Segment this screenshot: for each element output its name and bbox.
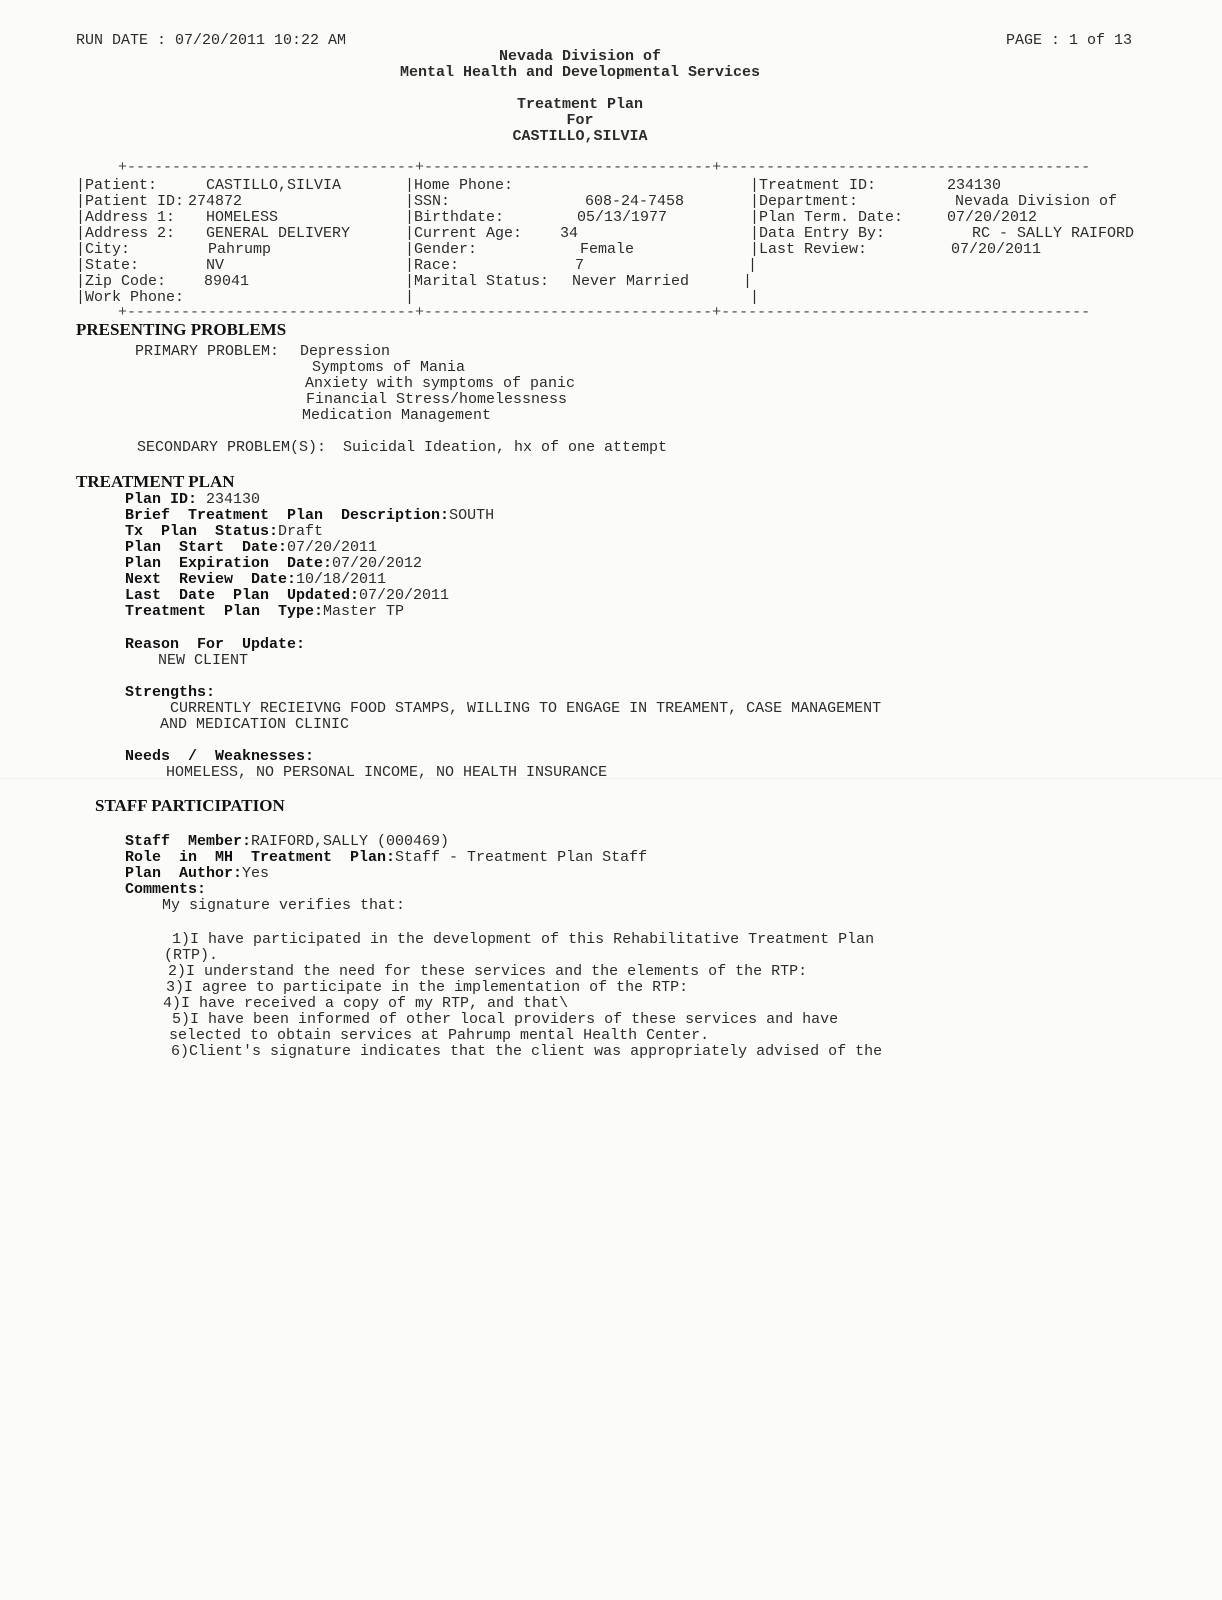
table-divider: | [748,257,758,274]
col3-value: 234130 [947,177,1002,194]
primary-problem-label: PRIMARY PROBLEM: [135,343,280,360]
statement-line: 6)Client's signature indicates that the client was appropriately advised of the [171,1043,883,1060]
plan-field: Treatment Plan Type:Master TP [125,603,405,620]
needs-label: Needs / Weaknesses: [125,748,315,765]
plan-field: Plan Start Date:07/20/2011 [125,539,378,556]
staff-field: Role in MH Treatment Plan:Staff - Treatment Plan Staff [125,849,648,866]
staff-field: Staff Member:RAIFORD,SALLY (000469) [125,833,450,850]
strengths-label: Strengths: [125,684,216,701]
col2-label: Current Age: [414,225,523,242]
col1-label: Patient ID: [85,193,185,210]
col3-value: Nevada Division of [955,193,1118,210]
col1-label: Zip Code: [85,273,167,290]
page-number: PAGE : 1 of 13 [1006,32,1133,49]
primary-problem-item: Anxiety with symptoms of panic [305,375,576,392]
col2-value: 7 [575,257,585,274]
col2-value: Never Married [572,273,690,290]
col3-value: 07/20/2012 [947,209,1038,226]
needs-value: HOMELESS, NO PERSONAL INCOME, NO HEALTH INSURANCE [166,764,608,781]
statement-line: (RTP). [164,947,219,964]
col2-label: Race: [414,257,460,274]
primary-problem-item: Depression [300,343,391,360]
col2-value: 34 [560,225,579,242]
col2-value: Female [580,241,635,258]
document-page: RUN DATE : 07/20/2011 10:22 AM PAGE : 1 of 13 Nevada Division of Mental Health and Developmental Services Treatment Plan For CASTILLO,SILVIA +--------------------------------+--------------------------------+----------------------------------------- +--------------------------------+--------------------------------+----------------------------------------- |Patient: CASTILLO,SILVIA |Patient ID: 274872 |Address 1: HOMELESS |Address 2: GENERAL DELIVERY |City: Pahrump |State: NV |Zip Code: 89041 |Work Phone: |Home Phone: |SSN: 608-24-7458 |Birthdate: 05/13/1977 |Current Age: 34 |Gender: Female |Race: 7 |Marital Status: Never Married | |Treatment ID: 234130 |Department: Nevada Division of |Plan Term. Date: 07/20/2012 |Data Entry By: RC - SALLY RAIFORD |Last Review: 07/20/2011 | | | PRESENTING PROBLEMS PRIMARY PROBLEM: Depression Symptoms of Mania Anxiety with symptoms of panic Financial Stress/homelessness Medication Management SECONDARY PROBLEM(S): Suicidal Ideation, hx of one attempt TREATMENT PLAN Plan ID: 234130 Brief Treatment Plan Description:SOUTH Tx Plan Status:Draft Plan Start Date:07/20/2011 Plan Expiration Date:07/20/2012 Next Review Date:10/18/2011 Last Date Plan Updated:07/20/2011 Treatment Plan Type:Master TP Reason For Update: NEW CLIENT Strengths: CURRENTLY RECIEIVNG FOOD STAMPS, WILLING TO ENGAGE IN TREAMENT, CASE MANAGEMENT AND MEDICATION CLINIC Needs / Weaknesses: HOMELESS, NO PERSONAL INCOME, NO HEALTH INSURANCE STAFF PARTICIPATION Staff Member:RAIFORD,SALLY (000469) Role in MH Treatment Plan:Staff - Treatment Plan Staff Plan Author:Yes Comments: My signature verifies that: 1)I have participated in the development of this Rehabilitative Treatment Plan (RTP). 2)I understand the need for these services and the elements of the RTP: 3)I agree to participate in the implementation of the RTP: 4)I have received a copy of my RTP, and that\ 5)I have been informed of other local providers of these services and have selected to obtain services at Pahrump mental Health Center. 6)Client's signature indicates that the client was appropriately advised of the [0,0,1222,1600]
col3-label: Treatment ID: [759,177,877,194]
col3-label: Department: [759,193,859,210]
plan-field: Next Review Date:10/18/2011 [125,571,387,588]
col1-value: Pahrump [208,241,272,258]
col2-label: Gender: [414,241,478,258]
table-divider: | [405,289,415,306]
col3-label: Last Review: [759,241,868,258]
col2-value: 608-24-7458 [585,193,685,210]
plan-field: Plan Expiration Date:07/20/2012 [125,555,423,572]
col3-value: RC - SALLY RAIFORD [972,225,1135,242]
col1-label: City: [85,241,131,258]
col1-label: Address 1: [85,209,176,226]
plan-field: Tx Plan Status:Draft [125,523,324,540]
run-date: RUN DATE : 07/20/2011 10:22 AM [76,32,347,49]
strengths-line-2: AND MEDICATION CLINIC [160,716,350,733]
table-divider: | [750,289,760,306]
comments-intro: My signature verifies that: [162,897,406,914]
table-divider: | [743,273,753,290]
col3-label: Data Entry By: [759,225,886,242]
col2-label: SSN: [414,193,451,210]
staff-field: Plan Author:Yes [125,865,270,882]
col2-label: Birthdate: [414,209,505,226]
col3-label: Plan Term. Date: [759,209,904,226]
strengths-line-1: CURRENTLY RECIEIVNG FOOD STAMPS, WILLING TO ENGAGE IN TREAMENT, CASE MANAGEMENT [170,700,882,717]
secondary-problem: Suicidal Ideation, hx of one attempt [343,439,668,456]
col2-value: 05/13/1977 [577,209,668,226]
col1-label: Work Phone: [85,289,185,306]
col3-value: 07/20/2011 [951,241,1042,258]
staff-participation-heading: STAFF PARTICIPATION [95,796,285,815]
presenting-problems-heading: PRESENTING PROBLEMS [76,320,287,339]
col1-value: NV [206,257,225,274]
primary-problem-item: Symptoms of Mania [312,359,466,376]
statement-line: 1)I have participated in the development of this Rehabilitative Treatment Plan [172,931,875,948]
treatment-plan-heading: TREATMENT PLAN [76,472,235,491]
col1-value: HOMELESS [206,209,279,226]
secondary-problem-label: SECONDARY PROBLEM(S): [137,439,327,456]
col2-label: Marital Status: [414,273,550,290]
document-for: For [566,112,594,129]
primary-problem-item: Financial Stress/homelessness [306,391,568,408]
table-top-border: +--------------------------------+--------------------------------+----------------------------------------- [118,159,1091,176]
plan-field: Last Date Plan Updated:07/20/2011 [125,587,450,604]
table-bottom-border: +--------------------------------+--------------------------------+----------------------------------------- [118,304,1091,321]
statement-line: selected to obtain services at Pahrump mental Health Center. [169,1027,710,1044]
col1-value: 89041 [204,273,250,290]
statement-line: 5)I have been informed of other local providers of these services and have [172,1011,839,1028]
patient-name-heading: CASTILLO,SILVIA [512,128,648,145]
statement-line: 4)I have received a copy of my RTP, and that\ [163,995,569,1012]
document-title: Treatment Plan [516,96,644,113]
col2-label: Home Phone: [414,177,514,194]
col1-label: Address 2: [85,225,176,242]
org-line-2: Mental Health and Developmental Services [399,64,761,81]
comments-label: Comments: [125,881,207,898]
reason-label: Reason For Update: [125,636,306,653]
primary-problem-item: Medication Management [302,407,492,424]
reason-value: NEW CLIENT [158,652,249,669]
col1-value: CASTILLO,SILVIA [206,177,342,194]
plan-field: Plan ID: 234130 [125,491,261,508]
col1-value: 274872 [188,193,243,210]
col1-value: GENERAL DELIVERY [206,225,351,242]
col1-label: Patient: [85,177,158,194]
statement-line: 2)I understand the need for these services and the elements of the RTP: [168,963,808,980]
col1-label: State: [85,257,140,274]
plan-field: Brief Treatment Plan Description:SOUTH [125,507,495,524]
org-line-1: Nevada Division of [498,48,662,65]
statement-line: 3)I agree to participate in the implementation of the RTP: [166,979,689,996]
